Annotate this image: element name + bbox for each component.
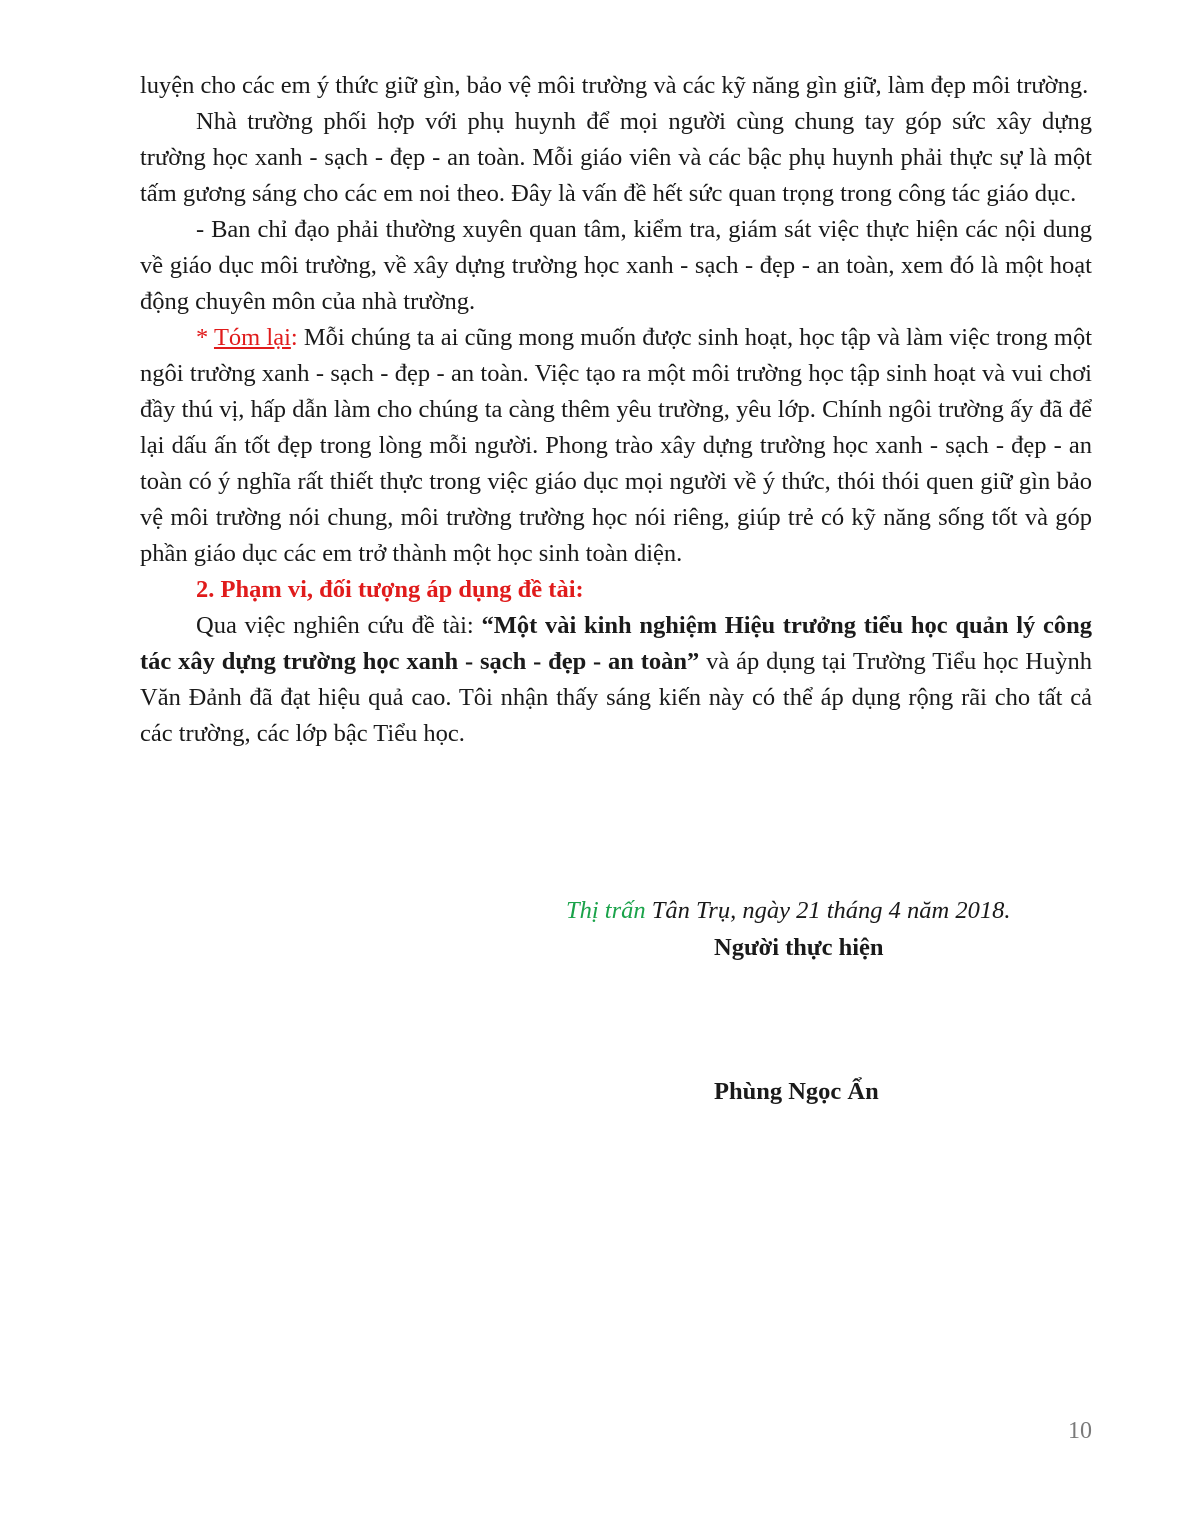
paragraph-scope — [140, 608, 1092, 752]
paragraph-steering-committee: - Ban chỉ đạo phải thường xuyên quan tâm, kiểm tra, giám sát việc thực hiện các nội dung về giáo dục môi trường, về xây dựng trường học xanh - sạch - đẹp - an toàn, xem đó là một hoạt động chuyên môn của nhà trường. — [140, 216, 1092, 315]
summary-colon: : — [290, 324, 298, 351]
body-text — [140, 68, 1092, 752]
paragraph-continuation: luyện cho các em ý thức giữ gìn, bảo vệ môi trường và các kỹ năng gìn giữ, làm đẹp môi trường. — [140, 72, 1089, 99]
scope-lead: Qua việc nghiên cứu đề tài: — [196, 612, 482, 639]
signature-place: Thị trấn — [566, 897, 646, 924]
scope-title: “Một vài kinh nghiệm Hiệu trưởng tiểu học quản lý công tác xây dựng trường học xanh - sạch - đẹp - an toàn” — [140, 612, 1092, 675]
signature-name: Phùng Ngọc Ẩn — [714, 1078, 879, 1105]
summary-body: Mỗi chúng ta ai cũng mong muốn được sinh hoạt, học tập và làm việc trong một ngôi trường xanh - sạch - đẹp - an toàn. Việc tạo ra một môi trường học tập sinh hoạt và vui chơi đầy thú vị, hấp dẫn làm cho chúng ta càng thêm yêu trường, yêu lớp. Chính ngôi trường ấy đã để lại dấu ấn tốt đẹp trong lòng mỗi người. Phong trào xây dựng trường học xanh - sạch - đẹp - an toàn có ý nghĩa rất thiết thực trong việc giáo dục mọi người về ý thức, thói thói quen giữ gìn bảo vệ môi trường nói chung, môi trường trường học nói riêng, giúp trẻ có kỹ năng sống tốt và góp phần giáo dục các em trở thành một học sinh toàn diện. — [140, 324, 1092, 567]
page-number: 10 — [1068, 1418, 1092, 1444]
paragraph-parent-cooperation: Nhà trường phối hợp với phụ huynh để mọi người cùng chung tay góp sức xây dựng trường học xanh - sạch - đẹp - an toàn. Mỗi giáo viên và các bậc phụ huynh phải thực sự là một tấm gương sáng cho các em noi theo. Đây là vấn đề hết sức quan trọng trong công tác giáo dục. — [140, 108, 1092, 207]
signature-date — [566, 897, 1010, 925]
section-heading-scope: 2. Phạm vi, đối tượng áp dụng đề tài: — [196, 576, 584, 603]
paragraph-summary — [140, 320, 1092, 572]
summary-label: Tóm lại — [213, 324, 291, 351]
scope-tail: và áp dụng tại Trường Tiểu học Huỳnh Văn Đảnh đã đạt hiệu quả cao. Tôi nhận thấy sáng kiến này có thể áp dụng rộng rãi cho tất cả các trường, các lớp bậc Tiểu học. — [140, 648, 1092, 747]
signature-date-rest: Tân Trụ, ngày 21 tháng 4 năm 2018. — [645, 897, 1011, 924]
summary-star: * — [196, 324, 214, 351]
signature-role: Người thực hiện — [714, 934, 884, 961]
